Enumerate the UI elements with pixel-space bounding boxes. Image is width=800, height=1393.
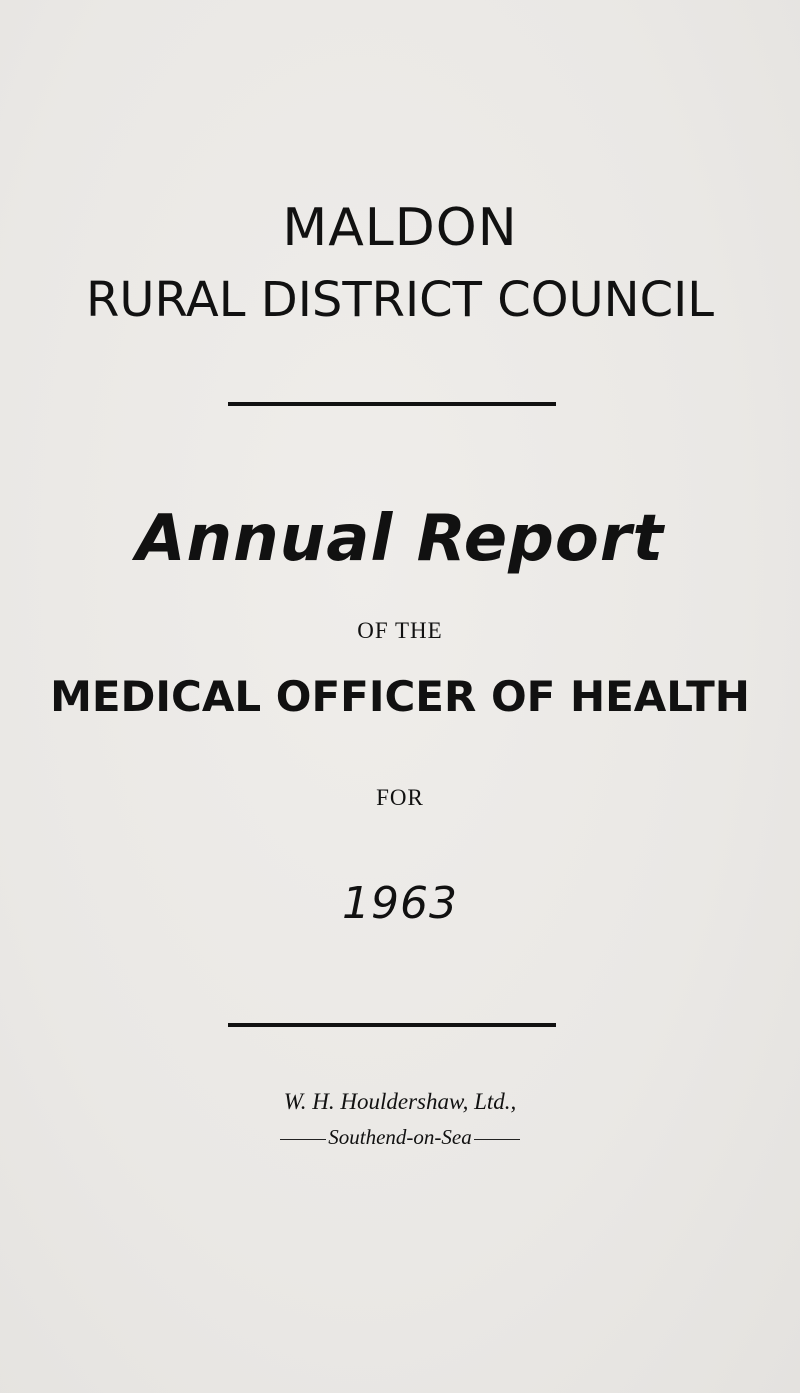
council-name-line2: RURAL DISTRICT COUNCIL xyxy=(86,272,714,328)
top-divider-rule xyxy=(228,402,556,406)
printer-location xyxy=(0,1125,800,1150)
report-year: 1963 xyxy=(342,878,458,929)
left-dash xyxy=(280,1139,326,1140)
show-through-texture xyxy=(0,1,1,2)
for-text: FOR xyxy=(376,785,424,810)
officer-title: MEDICAL OFFICER OF HEALTH xyxy=(50,672,750,721)
report-heading: Annual Report xyxy=(135,502,665,576)
printer-name: W. H. Houldershaw, Ltd., xyxy=(283,1089,517,1114)
right-dash xyxy=(474,1139,520,1140)
printer-location-text: Southend-on-Sea xyxy=(328,1125,472,1149)
council-name-line1: MALDON xyxy=(282,198,518,258)
bottom-divider-rule xyxy=(228,1023,556,1027)
of-the-text: OF THE xyxy=(357,618,443,643)
